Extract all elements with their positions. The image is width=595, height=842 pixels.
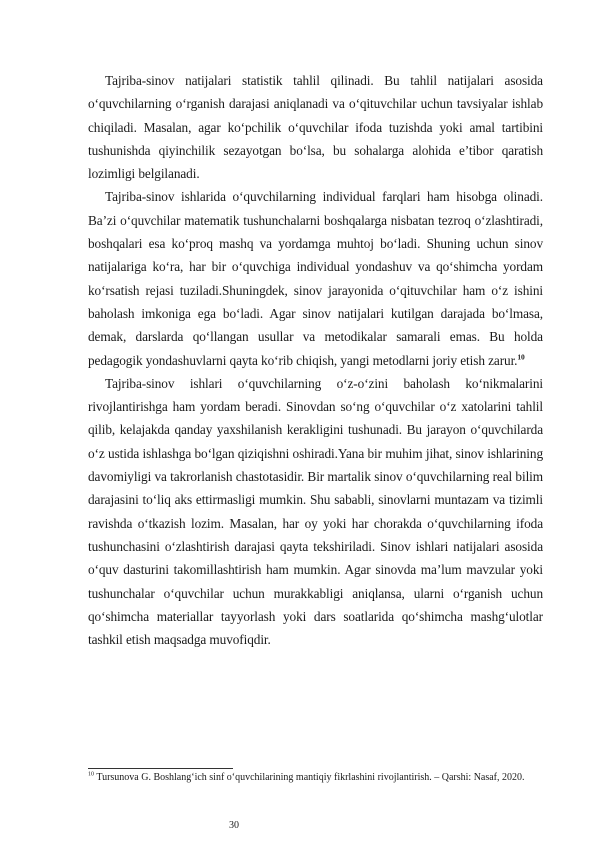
footnote-separator: [88, 768, 233, 769]
footnote-text: Tursunova G. Boshlang‘ich sinf o‘quvchilarining mantiqiy fikrlashini rivojlantirish. – Qarshi: Nasaf, 2020.: [94, 772, 525, 783]
paragraph-3-text: Tajriba-sinov ishlari o‘quvchilarning o‘z-o‘zini baholash ko‘nikmalarini rivojlantirishga ham yordam beradi. Sinovdan so‘ng o‘quvchilar o‘z xatolarini tahlil qilib, kelajakda qanday yaxshilanish kerakligini tushunadi. Bu jarayon o‘quvchilarda o‘z ustida ishlashga bo‘lgan qiziqishni oshiradi.Yana bir muhim jihat, sinov ishlarining davomiyligi va takrorlanish chastotasidir. Bir martalik sinov o‘quvchilarning real bilim darajasini to‘liq aks ettirmasligi mumkin. Shu sababli, sinovlarni muntazam va tizimli ravishda o‘tkazish lozim. Masalan, har oy yoki har chorakda o‘quvchilarning ifoda tushunchasini o‘zlashtirish darajasi qayta tekshiriladi. Sinov ishlari natijalari asosida o‘quv dasturini takomillashtirish ham mumkin. Agar sinovda ma’lum mavzular yoki tushunchalar o‘quvchilar uchun murakkabligi aniqlansa, ularni o‘rganish uchun qo‘shimcha materiallar tayyorlash yoki dars soatlarida qo‘shimcha mashg‘ulotlar tashkil etish maqsadga muvofiqdir.: [88, 375, 543, 648]
page-number: 30: [229, 820, 239, 831]
paragraph-1-text: Tajriba-sinov natijalari statistik tahlil qilinadi. Bu tahlil natijalari asosida o‘quvchilarning o‘rganish darajasi aniqlanadi va o‘qituvchilar uchun tavsiyalar ishlab chiqiladi. Masalan, agar ko‘pchilik o‘quvchilar ifoda tuzishda yoki amal tartibini tushunishda qiyinchilik sezayotgan bo‘lsa, bu sohalarga alohida e’tibor qaratish lozimligi belgilanadi.: [88, 73, 543, 182]
paragraph-3: [88, 372, 543, 652]
paragraph-2: [88, 185, 543, 371]
paragraph-1: [88, 69, 543, 185]
paragraph-2-text: Tajriba-sinov ishlarida o‘quvchilarning individual farqlari ham hisobga olinadi. Ba’zi o‘quvchilar matematik tushunchalarni boshqalarga nisbatan tezroq o‘zlashtiradi, boshqalari esa ko‘proq mashq va yordamga muhtoj bo‘ladi. Shuning uchun sinov natijalariga ko‘ra, har bir o‘quvchiga individual yondashuv va qo‘shimcha yordam ko‘rsatish rejasi tuziladi.Shuningdek, sinov jarayonida o‘qituvchilar ham o‘z ishini baholash imkoniga ega bo‘ladi. Agar sinov natijalari kutilgan darajada bo‘lmasa, demak, darslarda qo‘llangan usullar va metodikalar samarali emas. Bu holda pedagogik yondashuvlarni qayta ko‘rib chiqish, yangi metodlarni joriy etish zarur.: [88, 189, 543, 368]
footnote-number: 10: [88, 771, 94, 778]
body-text: [88, 69, 543, 651]
footnote-reference[interactable]: 10: [517, 352, 525, 362]
footnote: [88, 771, 543, 784]
